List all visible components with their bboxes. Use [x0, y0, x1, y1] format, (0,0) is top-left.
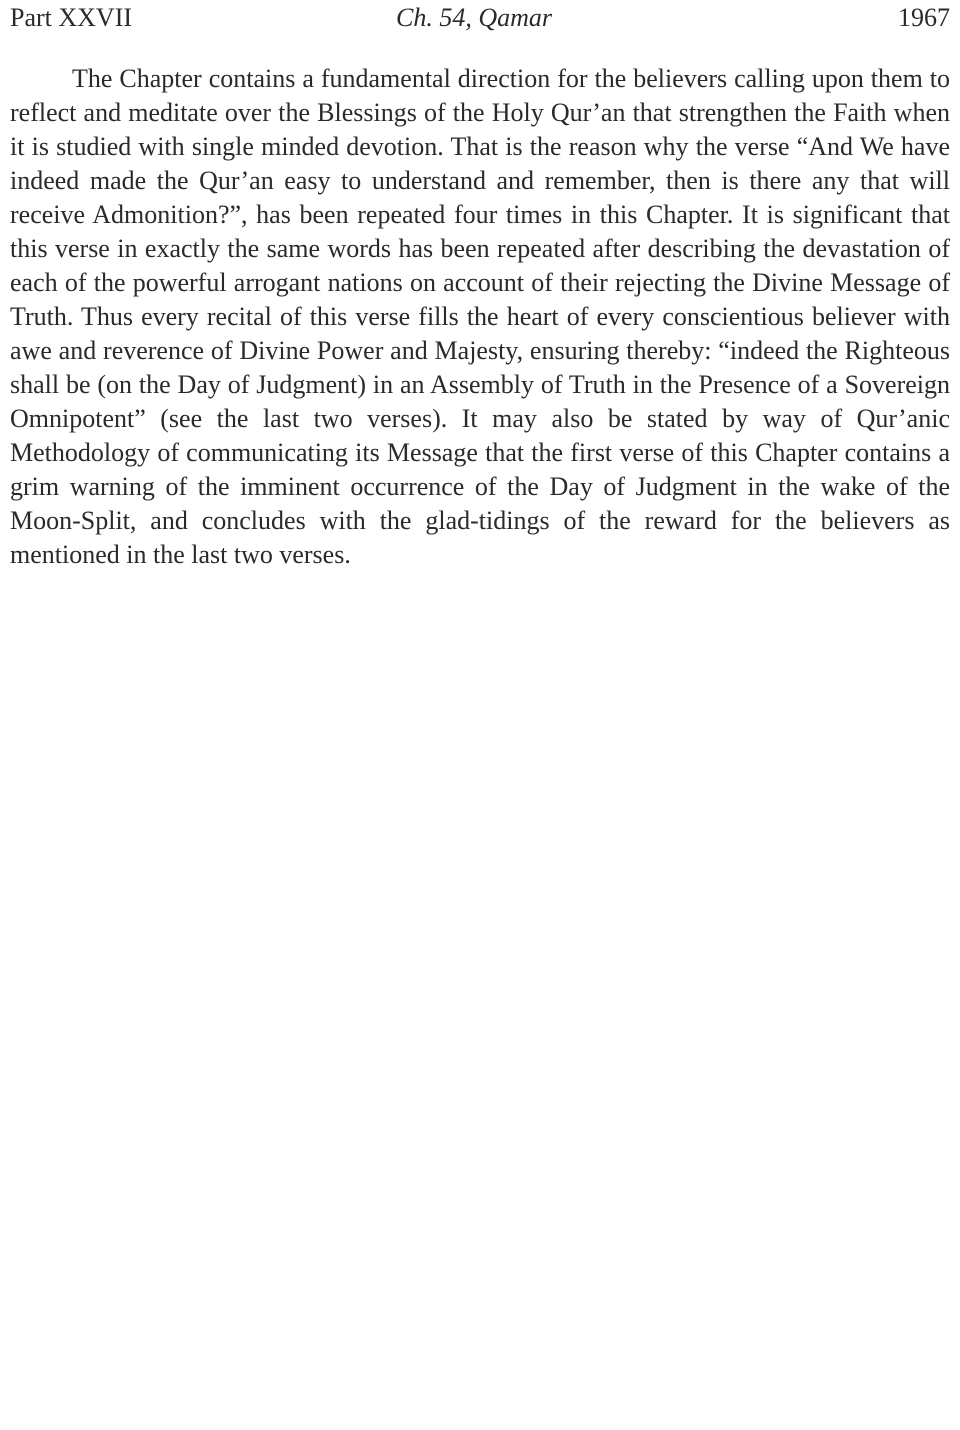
running-header: [10, 2, 950, 34]
chapter-title-wrap: [10, 2, 950, 34]
page-number: 1967: [898, 3, 950, 32]
chapter-title: Ch. 54, Qamar: [395, 3, 552, 32]
part-label: Part XXVII: [10, 3, 133, 32]
body-paragraph: The Chapter contains a fundamental direction for the believers calling upon them to reflect and meditate over the Blessings of the Holy Qur’an that strengthen the Faith when it is studied with single minded devotion. That is the reason why the verse “And We have indeed made the Qur’an easy to understand and remember, then is there any that will receive Admonition?”, has been repeated four times in this Chapter. It is significant that this verse in exactly the same words has been repeated after describing the devastation of each of the powerful arrogant nations on account of their rejecting the Divine Message of Truth. Thus every recital of this verse fills the heart of every conscientious believer with awe and reverence of Divine Power and Majesty, ensuring thereby: “indeed the Righteous shall be (on the Day of Judgment) in an Assembly of Truth in the Presence of a Sovereign Omnipotent” (see the last two verses). It may also be stated by way of Qur’anic Methodology of communicating its Message that the first verse of this Chapter contains a grim warning of the imminent occurrence of the Day of Judgment in the wake of the Moon-Split, and concludes with the glad-tidings of the reward for the believers as mentioned in the last two verses.: [10, 64, 950, 569]
